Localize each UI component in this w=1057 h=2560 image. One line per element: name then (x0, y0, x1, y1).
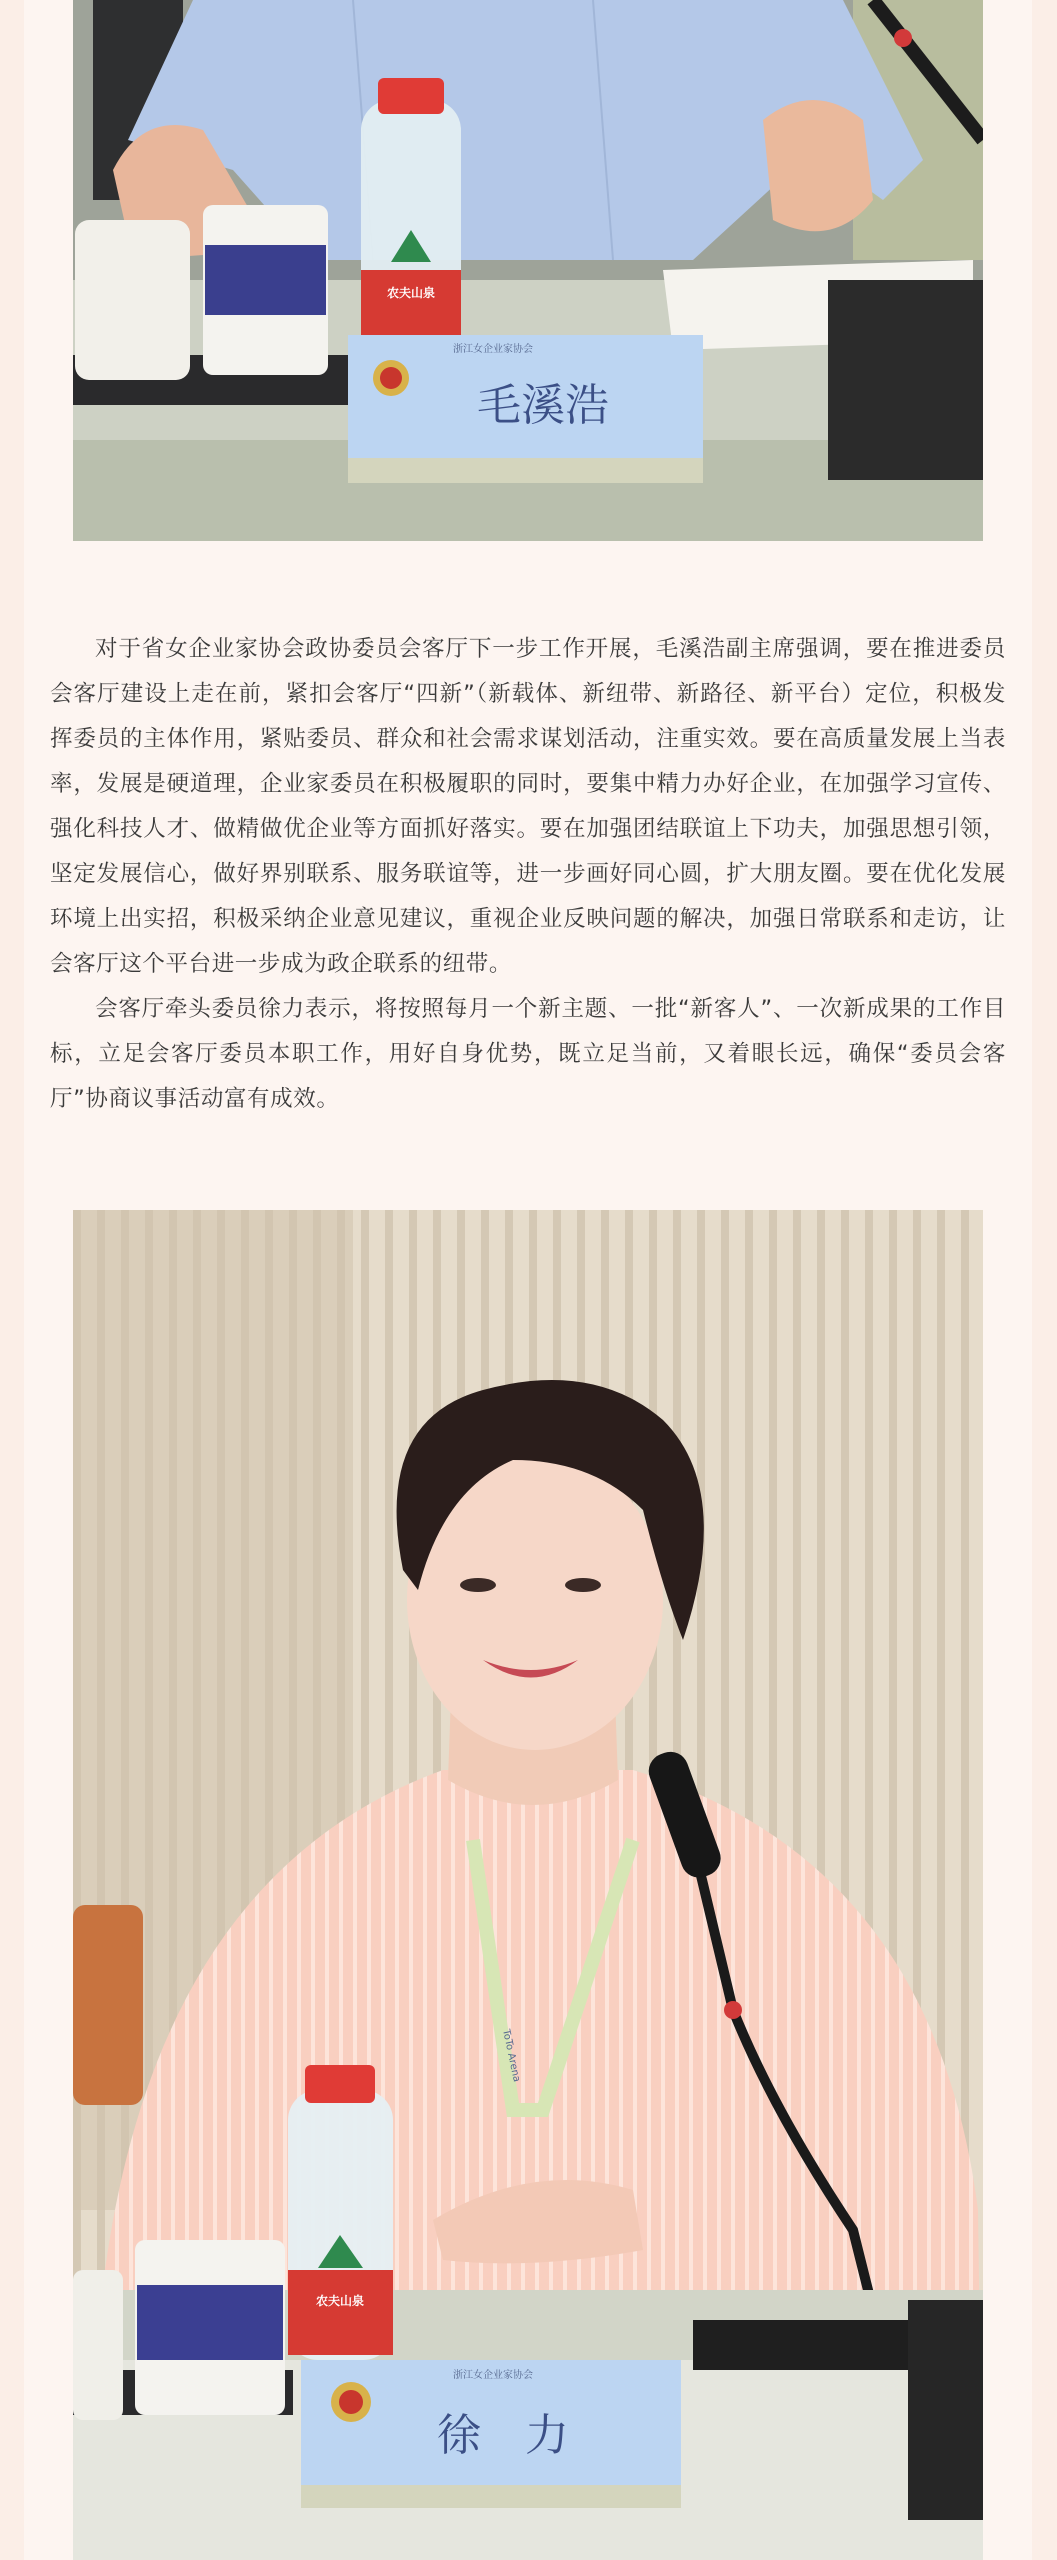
lanyard-text: ToTo Arena (500, 2028, 522, 2084)
nameplate-name: 毛溪浩 (477, 380, 609, 431)
bottle-brand-label: 农夫山泉 (386, 286, 436, 300)
paragraph-2: 会客厅牵头委员徐力表示，将按照每月一个新主题、一批“新客人”、一次新成果的工作目标，立足会客厅委员本职工作，用好自身优势，既立足当前，又着眼长远，确保“委员会客厅”协商议事活动富有成效。 (50, 996, 1006, 1112)
meeting-photo-mao (73, 0, 983, 541)
nameplate-name-2: 徐 力 (437, 2410, 569, 2461)
nameplate-subtitle-2: 浙江女企业家协会 (453, 2370, 533, 2381)
hand-right (763, 100, 873, 231)
paragraph-1: 对于省女企业家协会政协委员会客厅下一步工作开展，毛溪浩副主席强调，要在推进委员会客厅建设上走在前，紧扣会客厅“四新”（新载体、新纽带、新路径、新平台）定位，积极发挥委员的主体作用，紧贴委员、群众和社会需求谋划活动，注重实效。要在高质量发展上当表率，发展是硬道理，企业家委员在积极履职的同时，要集中精力办好企业，在加强学习宣传、强化科技人才、做精做优企业等方面抓好落实。要在加强团结联谊上下功夫，加强思想引领，坚定发展信心，做好界别联系、服务联谊等，进一步画好同心圆，扩大朋友圈。要在优化发展环境上出实招，积极采纳企业意见建议，重视企业反映问题的解决，加强日常联系和走访，让会客厅这个平台进一步成为政企联系的纽带。 (50, 636, 1006, 977)
bottle-brand-label-2: 农夫山泉 (315, 2294, 365, 2308)
article-body (50, 627, 1006, 1122)
nameplate-subtitle: 浙江女企业家协会 (453, 344, 533, 355)
meeting-photo-xu (73, 1210, 983, 2560)
